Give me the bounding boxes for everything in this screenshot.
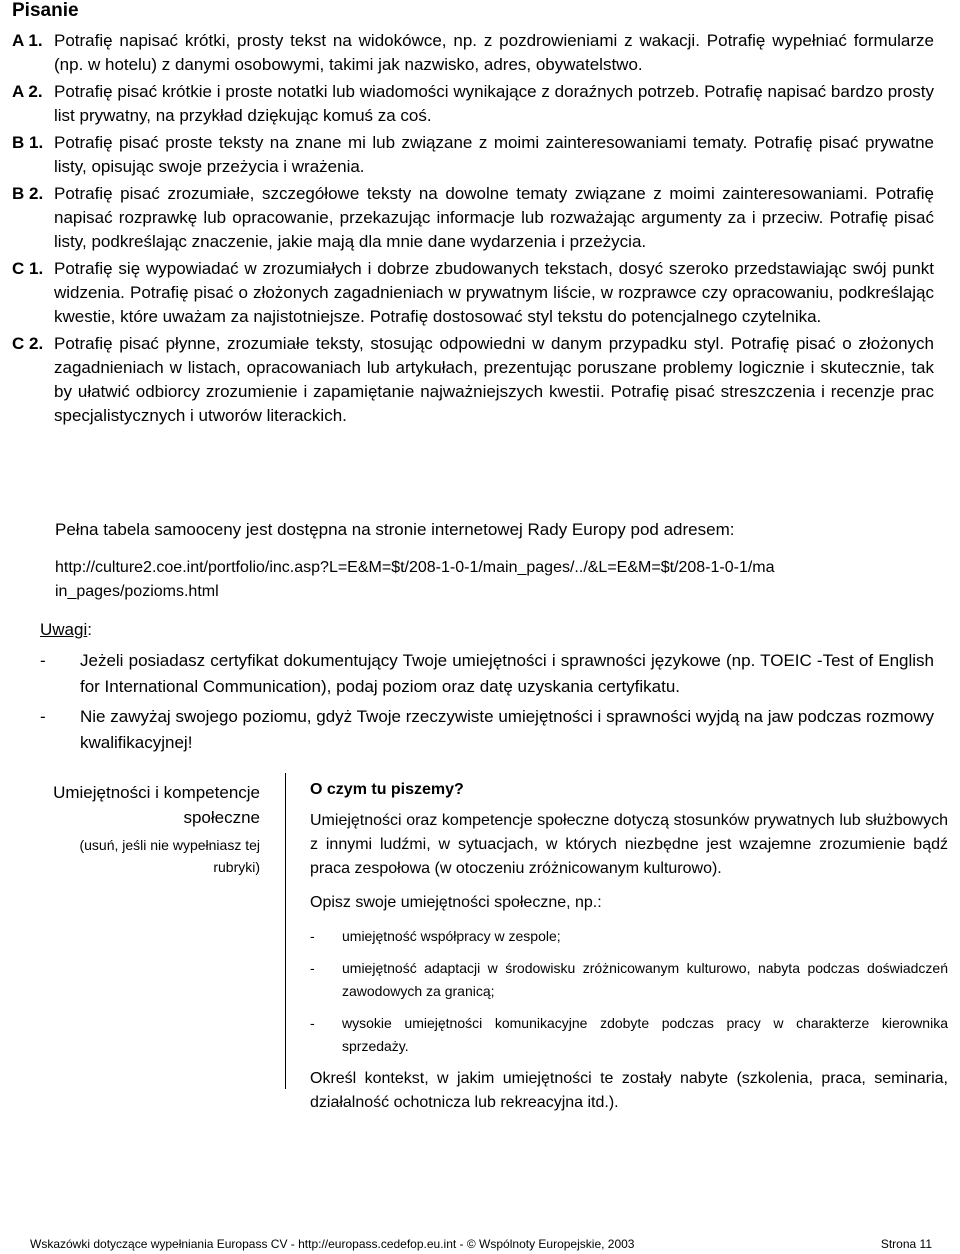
- dash-bullet-icon: -: [310, 1015, 315, 1031]
- level-code: A 1.: [12, 31, 43, 50]
- level-text: Potrafię się wypowiadać w zrozumiałych i dobrze zbudowanych tekstach, dosyć szeroko przedstawiając swój punkt widzenia. Potrafię pisać o złożonych zagadnieniach w prywatnym liście, w rozprawce czy opracowaniu, podkreślając kwestie, które uważam za najistotniejsze. Potrafię dostosować styl tekstu do potencjalnego czytelnika.: [54, 259, 934, 326]
- list-item: [310, 1012, 948, 1058]
- level-text: Potrafię pisać zrozumiałe, szczegółowe teksty na dowolne tematy związane z moimi zainteresowaniami. Potrafię napisać rozprawkę lub opracowanie, przekazując informacje lub rozważając argumenty za i przeciw. Potrafię pisać listy, podkreślając znaczenie, jakie mają dla mnie dane wydarzenia i przeżycia.: [54, 184, 934, 251]
- dash-bullet-icon: -: [40, 707, 46, 726]
- level-text: Potrafię pisać płynne, zrozumiałe teksty, stosując odpowiedni w danym przypadku styl. Potrafię pisać o złożonych zagadnieniach w listach, opracowaniach lub artykułach, prezentując poruszane problemy logicznie i skutecznie, tak by ułatwić odbiorcy zrozumienie i zapamiętanie najważniejszych kwestii. Potrafię pisać streszczenia i recenzje prac specjalistycznych i utworów literackich.: [54, 334, 934, 425]
- list-item: [40, 704, 934, 756]
- list-item: [310, 925, 948, 948]
- section-content-column: [310, 781, 948, 1125]
- page-number: Strona 11: [880, 1237, 932, 1251]
- remarks-list: [40, 648, 934, 760]
- content-intro: Umiejętności oraz kompetencje społeczne dotyczą stosunków prywatnych lub służbowych z innymi ludźmi, w sytuacjach, w których niezbędne jest wzajemne zrozumienie bądź praca zespołowa (w otoczeniu zróżnicowanym kulturowo).: [310, 812, 948, 877]
- section-label: Umiejętności i kompetencje społeczne: [53, 783, 260, 827]
- example-list: [310, 925, 948, 1058]
- level-descriptions: [12, 29, 934, 431]
- remark-text: Nie zawyżaj swojego poziomu, gdyż Twoje rzeczywiste umiejętności i sprawności wyjdą na jaw podczas rozmowy kwalifikacyjnej!: [80, 707, 934, 752]
- section-heading: Pisanie: [12, 0, 79, 21]
- reference-url[interactable]: http://culture2.coe.int/portfolio/inc.asp?L=E&M=$t/208-1-0-1/main_pages/../&L=E&M=$t/208-1-0-1/main_pages/pozioms.html: [55, 559, 775, 600]
- section-label-note: (usuń, jeśli nie wypełniasz tej rubryki): [79, 837, 260, 875]
- level-item: [12, 131, 934, 179]
- remarks-colon: :: [87, 620, 92, 639]
- content-title: O czym tu piszemy?: [310, 781, 464, 798]
- remarks-title: [40, 620, 92, 640]
- self-assessment-note: Pełna tabela samooceny jest dostępna na stronie internetowej Rady Europy pod adresem:: [55, 520, 735, 539]
- level-code: C 1.: [12, 259, 44, 278]
- level-text: Potrafię pisać krótkie i proste notatki lub wiadomości wynikające z doraźnych potrzeb. Potrafię napisać bardzo prosty list prywatny, na przykład dziękując komuś za coś.: [54, 82, 934, 125]
- example-text: umiejętność współpracy w zespole;: [342, 928, 561, 944]
- level-item: [12, 29, 934, 77]
- dash-bullet-icon: -: [40, 651, 46, 670]
- example-text: wysokie umiejętności komunikacyjne zdobyte podczas pracy w charakterze kierownika sprzedaży.: [342, 1015, 948, 1054]
- column-divider: [285, 773, 286, 1089]
- level-code: C 2.: [12, 334, 44, 353]
- level-item: [12, 257, 934, 329]
- footer-text: Wskazówki dotyczące wypełniania Europass CV - http://europass.cedefop.eu.int - © Wspólnoty Europejskie, 2003: [30, 1237, 635, 1251]
- level-item: [12, 182, 934, 254]
- level-item: [12, 332, 934, 428]
- level-code: A 2.: [12, 82, 43, 101]
- list-item: [310, 957, 948, 1003]
- content-describe: Opisz swoje umiejętności społeczne, np.:: [310, 894, 602, 911]
- list-item: [40, 648, 934, 700]
- level-item: [12, 80, 934, 128]
- example-text: umiejętność adaptacji w środowisku zróżnicowanym kulturowo, nabyta podczas doświadczeń zawodowych za granicą;: [342, 960, 948, 999]
- dash-bullet-icon: -: [310, 928, 315, 944]
- remark-text: Jeżeli posiadasz certyfikat dokumentujący Twoje umiejętności i sprawności językowe (np. TOEIC -Test of English for International Communication), podaj poziom oraz datę uzyskania certyfikatu.: [80, 651, 934, 696]
- content-context: Określ kontekst, w jakim umiejętności te zostały nabyte (szkolenia, praca, seminaria, działalność ochotnicza lub rekreacyjna itd.).: [310, 1070, 948, 1111]
- remarks-title-text: Uwagi: [40, 620, 88, 639]
- section-label-column: [30, 780, 260, 878]
- level-code: B 1.: [12, 133, 44, 152]
- dash-bullet-icon: -: [310, 960, 315, 976]
- level-text: Potrafię pisać proste teksty na znane mi lub związane z moimi zainteresowaniami tematy. Potrafię pisać prywatne listy, opisując swoje przeżycia i wrażenia.: [54, 133, 934, 176]
- level-code: B 2.: [12, 184, 44, 203]
- level-text: Potrafię napisać krótki, prosty tekst na widokówce, np. z pozdrowieniami z wakacji. Potrafię wypełniać formularze (np. w hotelu) z danymi osobowymi, takimi jak nazwisko, adres, obywatelstwo.: [54, 31, 934, 74]
